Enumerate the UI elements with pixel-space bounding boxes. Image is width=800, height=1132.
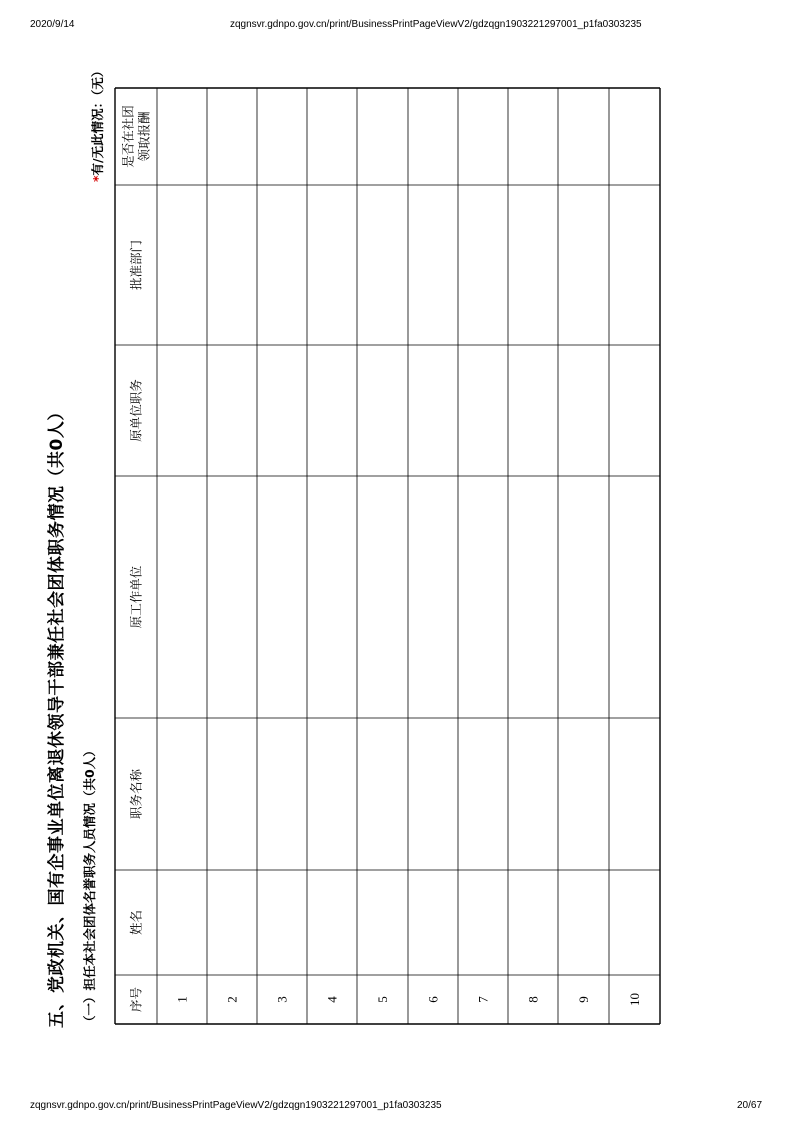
column-header: 职务名称 bbox=[128, 768, 144, 820]
row-number: 9 bbox=[576, 996, 591, 1003]
print-date: 2020/9/14 bbox=[30, 19, 75, 30]
section-subtitle: （一）担任本社会团体名誉职务人员情况（共0人） bbox=[82, 744, 97, 1028]
section-title: 五、党政机关、国有企事业单位离退休领导干部兼任社会团体职务情况（共0人） bbox=[47, 403, 67, 1028]
row-number: 6 bbox=[425, 996, 441, 1003]
column-header: 序号 bbox=[128, 986, 144, 1013]
row-number: 4 bbox=[324, 996, 340, 1003]
required-star: * bbox=[90, 175, 105, 182]
row-number: 3 bbox=[274, 996, 290, 1003]
print-header-url: zqgnsvr.gdnpo.gov.cn/print/BusinessPrintPageViewV2/gdzqgn1903221297001_p1fa0303235 bbox=[230, 19, 642, 30]
row-number: 2 bbox=[224, 996, 240, 1003]
page-number: 20/67 bbox=[737, 1100, 763, 1111]
row-number: 7 bbox=[475, 996, 491, 1003]
row-number: 8 bbox=[525, 996, 541, 1003]
column-header: 批准部门 bbox=[128, 239, 144, 291]
print-footer-url: zqgnsvr.gdnpo.gov.cn/print/BusinessPrintPageViewV2/gdzqgn1903221297001_p1fa0303235 bbox=[30, 1100, 442, 1111]
situation-status-label: 有/无此情况：（无） bbox=[90, 64, 105, 176]
row-number: 10 bbox=[627, 993, 642, 1006]
column-header: 领取报酬 bbox=[136, 111, 152, 162]
column-header: 原工作单位 bbox=[128, 565, 144, 629]
column-header: 是否在社团 bbox=[120, 105, 136, 168]
column-header: 姓名 bbox=[128, 909, 144, 936]
column-header: 原单位职务 bbox=[128, 379, 144, 442]
row-number: 1 bbox=[174, 996, 190, 1003]
row-number: 5 bbox=[375, 996, 390, 1003]
